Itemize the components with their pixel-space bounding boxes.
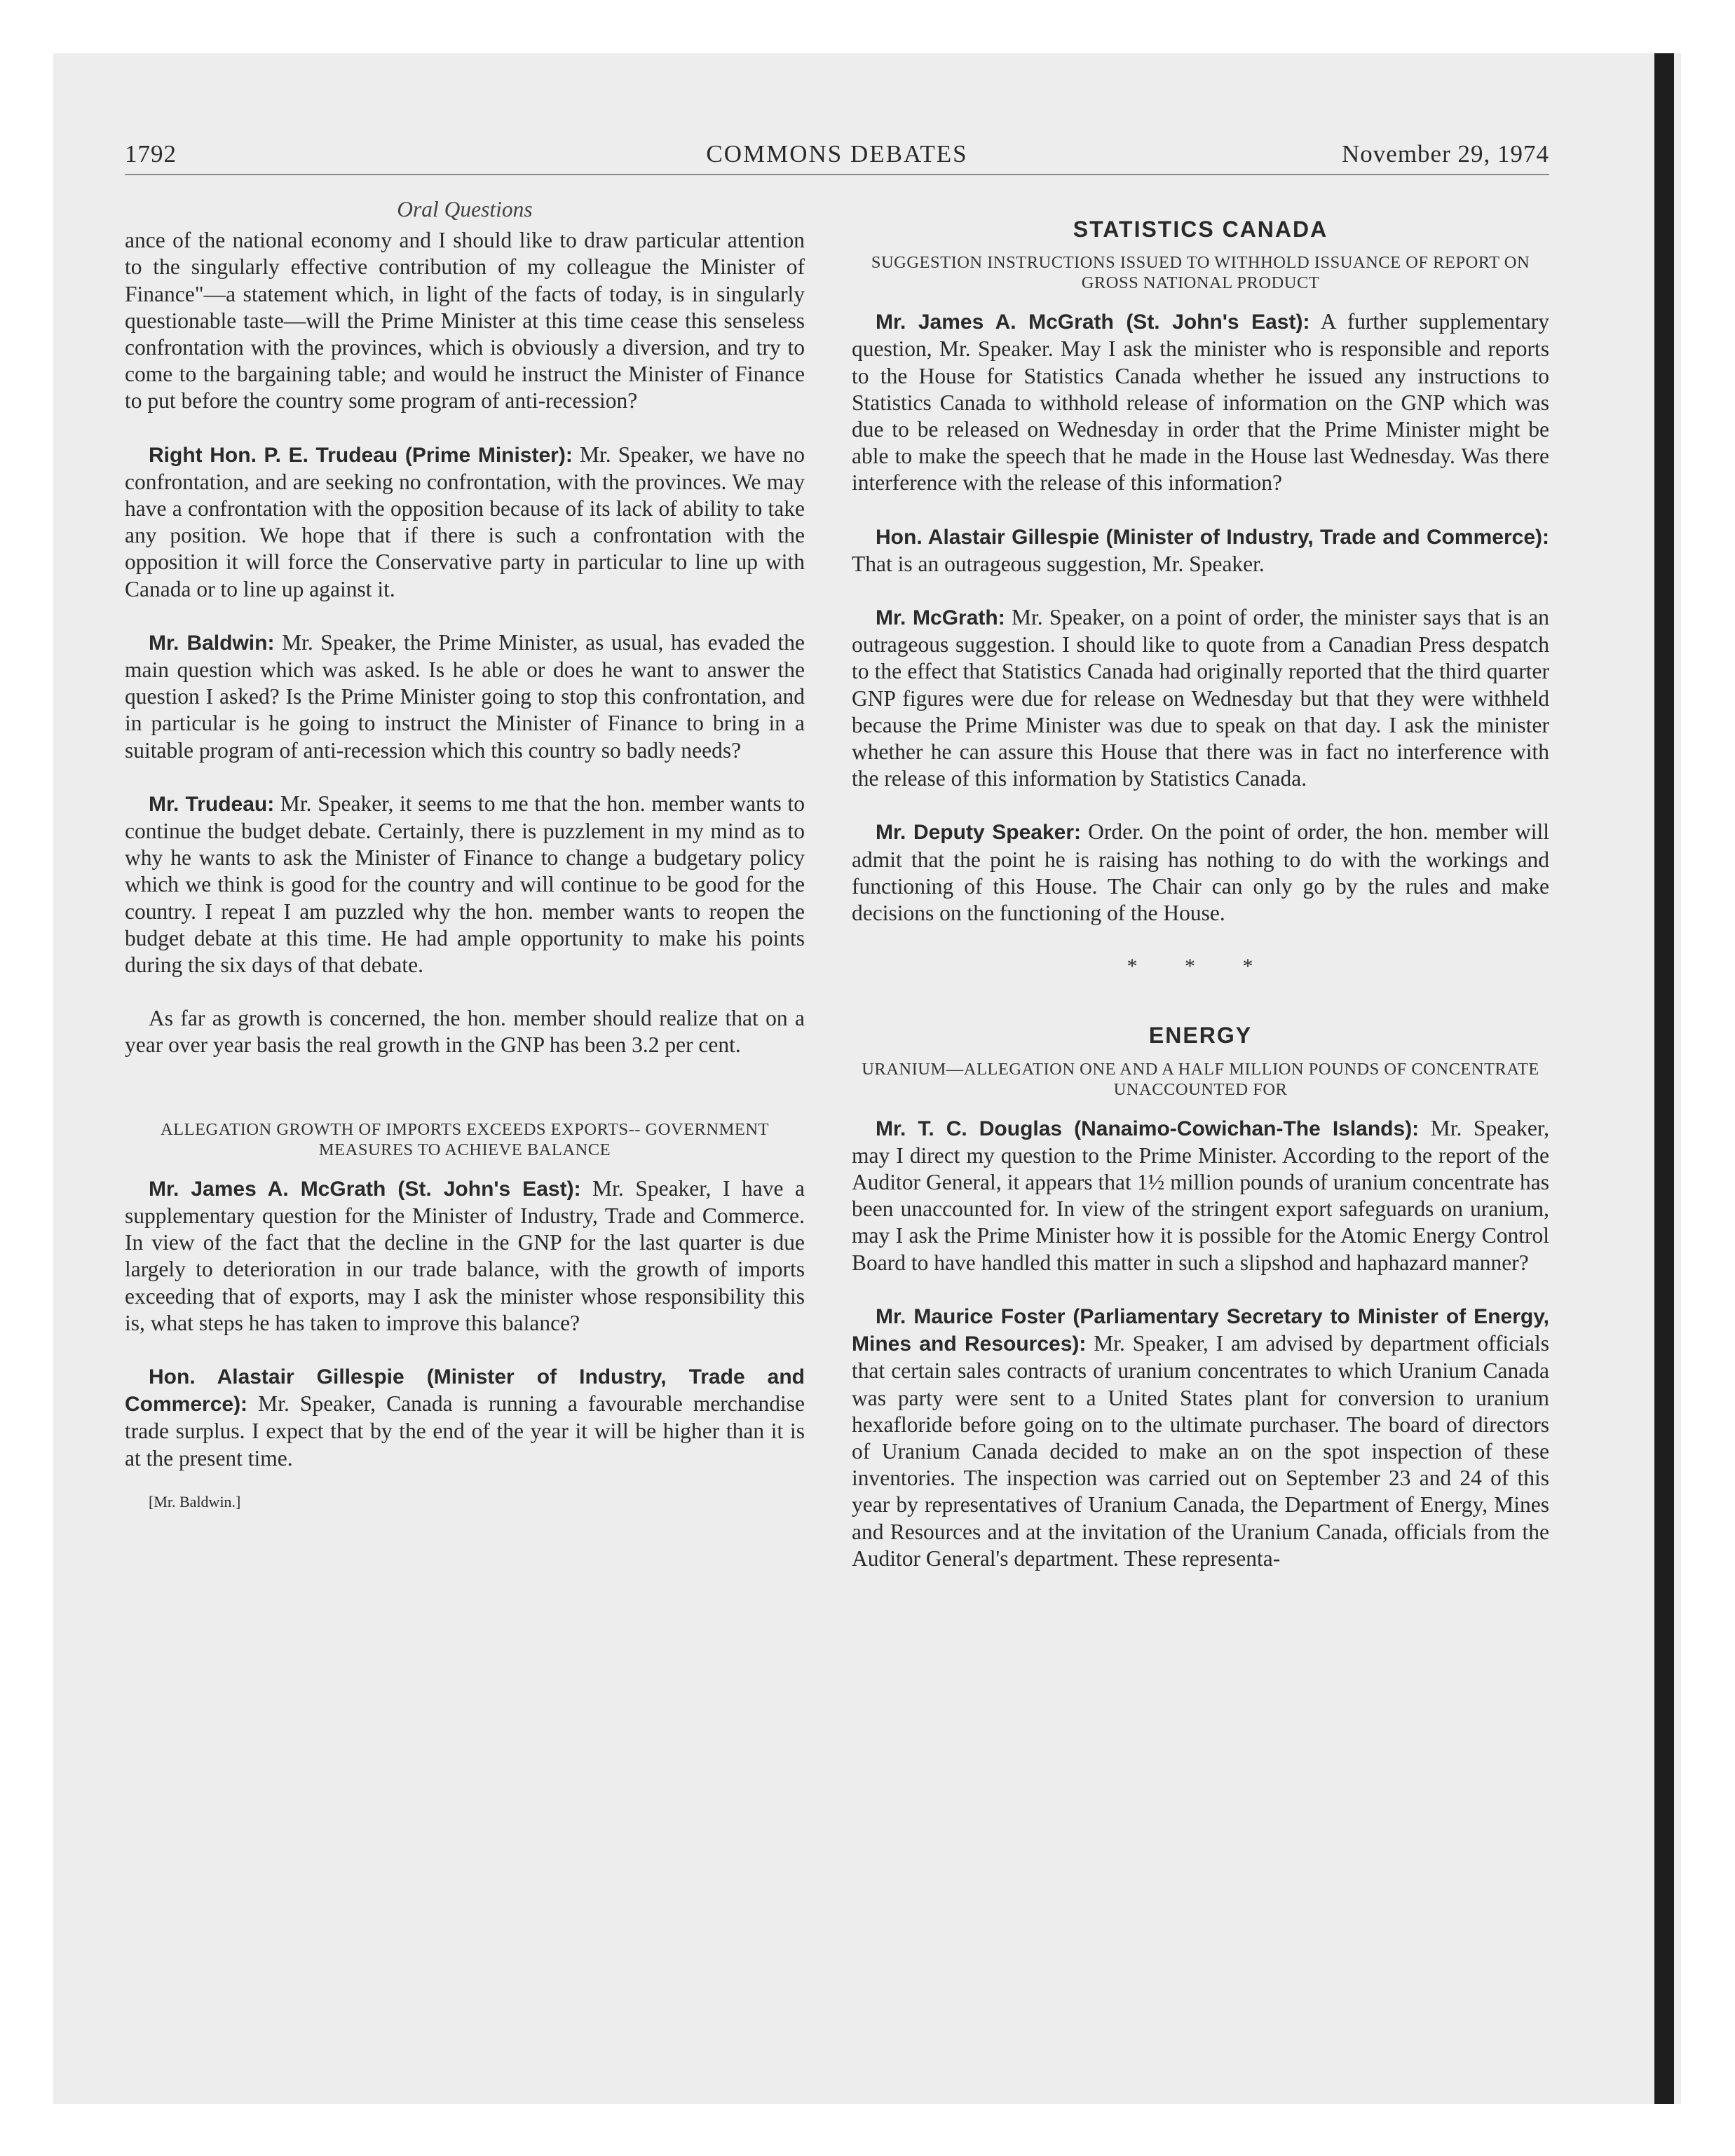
paragraph xyxy=(852,819,1549,927)
speaker-name: Hon. Alastair Gillespie (Minister of Industry, Trade and Commerce): xyxy=(876,525,1549,549)
speech-text: Mr. Speaker, Canada is running a favourable merchandise trade surplus. I expect that by the end of the year it will be higher than it is at the present time. xyxy=(125,1391,805,1471)
paragraph: As far as growth is concerned, the hon. member should realize that on a year over year basis the real growth in the GNP has been 3.2 per cent. xyxy=(125,1006,805,1058)
paragraph xyxy=(125,442,805,603)
speech-text: Mr. Speaker, the Prime Minister, as usual, has evaded the main question which was asked. Is he able or does he want to answer the question I asked? Is the Prime Minister going to stop this confrontation, and in particular is he going to instruct the Minister of Finance to bring in a suitable program of anti-recession which this country so badly needs? xyxy=(125,629,805,763)
speaker-name: Mr. Baldwin: xyxy=(149,631,275,655)
left-column xyxy=(125,193,805,1515)
page-header xyxy=(125,137,1549,175)
scan-edge-shadow xyxy=(1654,53,1674,2104)
speaker-name: Mr. Maurice Foster (Parliamentary Secretary to Minister of Energy, Mines and Resources): xyxy=(852,1304,1549,1356)
page-number: 1792 xyxy=(125,140,177,168)
speaker-name: Mr. Trudeau: xyxy=(149,792,275,816)
speech-text: Mr. Speaker, it seems to me that the hon. member wants to continue the budget debate. Certainly, there is puzzlement in my mind as to why he wants to ask the Minister of Finance to change a budgetary policy which we think is good for the country and will continue to be good for the country. I repeat I am puzzled why the hon. member wants to reopen the budget debate at this time. He had ample opportunity to make his points during the six days of that debate. xyxy=(125,791,805,978)
speech-text: Mr. Speaker, on a point of order, the minister says that is an outrageous suggestion. I should like to quote from a Canadian Press despatch to the effect that Statistics Canada had originally reported that the third quarter GNP figures were due for release on Wednesday but that they were withheld because the Prime Minister was due to speak on that day. I ask the minister whether he can assure this House that there was in fact no interference with the release of this information by Statistics Canada. xyxy=(852,605,1549,791)
paragraph xyxy=(125,791,805,978)
paragraph xyxy=(125,1363,805,1472)
speech-text: A further supplementary question, Mr. Speaker. May I ask the minister who is responsible and reports to the House for Statistics Canada whether he issued any instructions to Statistics Canada to withhold release of information on the GNP which was due to be released on Wednesday in order that the Prime Minister might be able to make the speech that he made in the House last Wednesday. Was there interference with the release of this information? xyxy=(852,309,1549,496)
speaker-name: Mr. James A. McGrath (St. John's East): xyxy=(149,1177,581,1201)
subsection-heading: URANIUM—ALLEGATION ONE AND A HALF MILLION POUNDS OF CONCENTRATE UNACCOUNTED FOR xyxy=(862,1059,1539,1099)
speaker-name: Mr. James A. McGrath (St. John's East): xyxy=(876,311,1310,334)
subsection-heading: SUGGESTION INSTRUCTIONS ISSUED TO WITHHOLD ISSUANCE OF REPORT ON GROSS NATIONAL PRODUCT xyxy=(871,253,1530,293)
section-heading: ENERGY xyxy=(1148,1023,1253,1049)
paragraph: ance of the national economy and I should like to draw particular attention to the singularly effective contribution of my colleague the Minister of Finance"—a statement which, in light of the facts of today, is in singularly questionable taste—will the Prime Minister at this time cease this senseless confrontation with the provinces, which is obviously a diversion, and try to come to the bargaining table; and would he instruct the Minister of Finance to put before the country some program of anti-recession? xyxy=(125,228,805,414)
publication-title: COMMONS DEBATES xyxy=(706,140,968,168)
speaker-name: Mr. T. C. Douglas (Nanaimo-Cowichan-The Islands): xyxy=(876,1117,1420,1140)
speech-text: Mr. Speaker, I have a supplementary question for the Minister of Industry, Trade and Commerce. In view of the fact that the decline in the GNP for the last quarter is due largely to deterioration in our trade balance, with the growth of imports exceeding that of exports, may I ask the minister whose responsibility this is, what steps he has taken to improve this balance? xyxy=(125,1175,805,1335)
right-column xyxy=(852,193,1549,1599)
paragraph xyxy=(852,308,1549,496)
speech-text: Mr. Speaker, may I direct my question to the Prime Minister. According to the report of the Auditor General, it appears that 1½ million pounds of uranium concentrate has been unaccounted for. In view of the stringent export safeguards on uranium, may I ask the Prime Minister how it is possible for the Atomic Energy Control Board to have handled this matter in such a slipshod and haphazard manner? xyxy=(852,1115,1549,1275)
section-separator: * * * xyxy=(1127,955,1274,978)
speech-text: That is an outrageous suggestion, Mr. Speaker. xyxy=(852,551,1265,576)
paragraph xyxy=(125,1175,805,1337)
speaker-name: Hon. Alastair Gillespie (Minister of Industry, Trade and Commerce): xyxy=(125,1365,805,1417)
paragraph xyxy=(852,524,1549,578)
running-head: Oral Questions xyxy=(397,197,533,221)
speaker-name: Right Hon. P. E. Trudeau (Prime Minister): xyxy=(149,443,573,467)
paragraph xyxy=(852,1303,1549,1572)
section-heading: STATISTICS CANADA xyxy=(1073,217,1328,242)
paragraph xyxy=(852,1115,1549,1276)
speech-text: Mr. Speaker, I am advised by department officials that certain sales contracts of uranium concentrates to which Uranium Canada was party were sent to a United States plant for conversion to uranium hexafloride before going on to the ultimate purchaser. The board of directors of Uranium Canada decided to make an on the spot inspection of these inventories. The inspection was carried out on September 23 and 24 of this year by representatives of Uranium Canada, the Department of Energy, Mines and Resources and at the invitation of the Uranium Canada, officials from the Auditor General's department. These representa- xyxy=(852,1331,1549,1571)
speech-text: Mr. Speaker, we have no confrontation, and are seeking no confrontation, with the provinces. We may have a confrontation with the opposition because of its lack of ability to take any position. We hope that if there is such a confrontation with the opposition it will force the Conservative party in particular to line up with Canada or to line up against it. xyxy=(125,442,805,601)
speaker-name: Mr. Deputy Speaker: xyxy=(876,821,1081,845)
speech-text: Order. On the point of order, the hon. member will admit that the point he is raising has nothing to do with the workings and functioning of this House. The Chair can only go by the rules and make decisions on the functioning of the House. xyxy=(852,819,1549,926)
paragraph xyxy=(125,629,805,764)
paragraph xyxy=(852,604,1549,792)
subsection-heading: ALLEGATION GROWTH OF IMPORTS EXCEEDS EXPORTS-- GOVERNMENT MEASURES TO ACHIEVE BALANCE xyxy=(160,1119,770,1159)
footnote: [Mr. Baldwin.] xyxy=(149,1492,241,1510)
publication-date: November 29, 1974 xyxy=(1342,140,1549,168)
speaker-name: Mr. McGrath: xyxy=(876,606,1005,630)
